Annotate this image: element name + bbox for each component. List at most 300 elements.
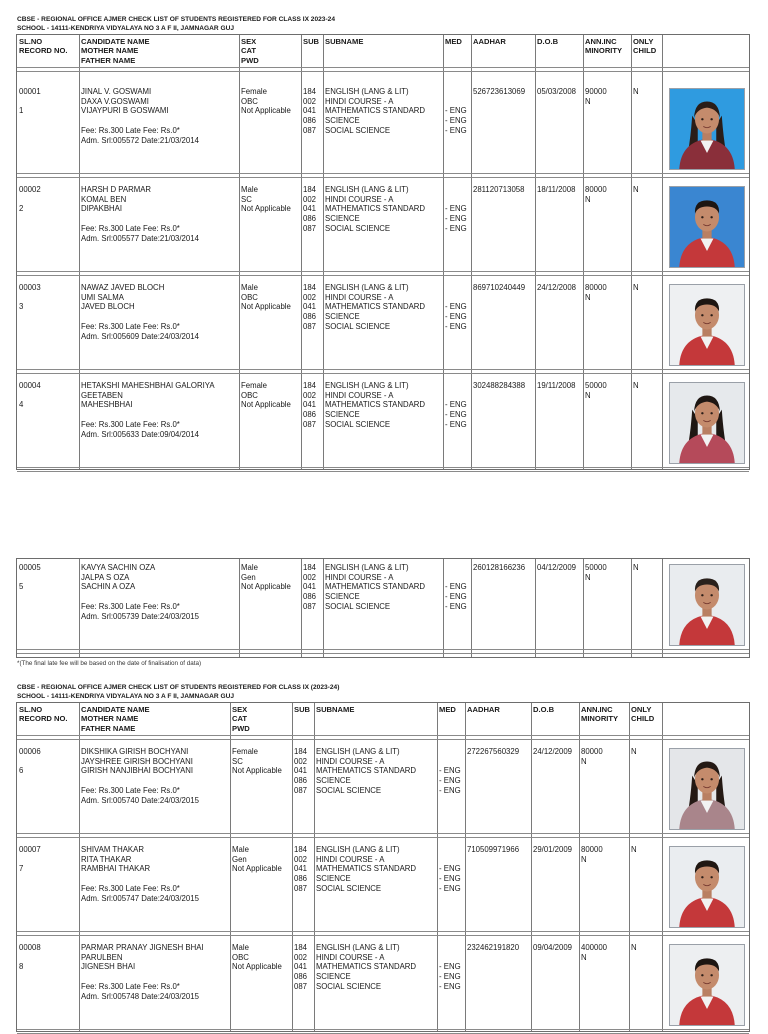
header-names-line: MOTHER NAME (81, 46, 139, 56)
sex-cat-pwd-cell (241, 563, 291, 592)
date-of-birth: 18/11/2008 (537, 185, 576, 194)
subject-codes-cell (303, 563, 316, 612)
aadhar-number: 272267560329 (467, 747, 520, 756)
subject-name: HINDI COURSE - A (325, 292, 394, 302)
subject-code: 184 (303, 381, 317, 390)
category-value: OBC (241, 292, 258, 302)
medium-value: - ENG (439, 972, 461, 982)
spacer (81, 312, 199, 322)
subject-code: 041 (294, 864, 308, 874)
subject-name: SCIENCE (325, 410, 360, 420)
subject-code: 041 (294, 766, 308, 776)
header-sex-cat-pwd (241, 37, 259, 65)
row-rule (17, 935, 749, 936)
subject-code: 087 (303, 419, 317, 429)
page2-header-line2: SCHOOL - 14111-KENDRIYA VIDYALAYA NO 3 A F II, JAMNAGAR GUJ (17, 693, 235, 700)
names-cell (81, 185, 199, 243)
header-ann-inc (585, 37, 622, 56)
subject-code: 086 (294, 972, 308, 982)
subject-name: SOCIAL SCIENCE (316, 785, 382, 795)
medium-value: - ENG (445, 592, 467, 602)
subject-code: 184 (303, 87, 317, 96)
date-of-birth: 09/04/2009 (533, 943, 573, 952)
mother-name: DAXA V.GOSWAMI (81, 96, 149, 106)
only-child-flag: N (631, 943, 637, 952)
candidate-name: NAWAZ JAVED BLOCH (81, 283, 165, 292)
sex-value: Female (232, 747, 258, 756)
subject-name: ENGLISH (LANG & LIT) (325, 563, 409, 572)
mother-name: UMI SALMA (81, 292, 124, 302)
header-ann-inc-line: MINORITY (585, 46, 623, 56)
student-row (17, 83, 749, 173)
record-cell (19, 845, 41, 874)
subject-name: SOCIAL SCIENCE (316, 883, 382, 893)
annual-income: 50000 (585, 563, 607, 572)
row-rule (17, 837, 749, 838)
serial-number: 5 (19, 582, 24, 592)
student-photo (669, 944, 745, 1026)
page2-header-line1: CBSE - REGIONAL OFFICE AJMER CHECK LIST OF STUDENTS REGISTERED FOR CLASS IX (2023-24) (17, 684, 340, 691)
subject-names-cell (325, 563, 425, 612)
fee-details: Fee: Rs.300 Late Fee: Rs.0* (81, 125, 180, 135)
record-cell (19, 283, 41, 312)
header-sex-cat-pwd-line: SEX (241, 37, 257, 46)
subject-code: 086 (303, 116, 317, 126)
subject-names-cell (325, 185, 425, 234)
spacer (19, 953, 41, 963)
income-minority-cell (585, 563, 607, 582)
medium-value: - ENG (445, 204, 467, 214)
medium-value: - ENG (445, 410, 467, 420)
mother-name: PARULBEN (81, 952, 123, 962)
medium-value: - ENG (439, 864, 461, 874)
medium-cell (445, 302, 467, 331)
header-subname-line: SUBNAME (325, 37, 364, 46)
student-row (17, 841, 749, 931)
only-child-flag: N (633, 185, 639, 194)
minority-flag: N (585, 390, 591, 400)
candidate-name: HETAKSHI MAHESHBHAI GALORIYA (81, 381, 215, 390)
header-slno-line: RECORD NO. (19, 46, 68, 56)
subject-name: SOCIAL SCIENCE (325, 601, 391, 611)
serial-number: 4 (19, 400, 24, 410)
page1-header-line1: CBSE - REGIONAL OFFICE AJMER CHECK LIST OF STUDENTS REGISTERED FOR CLASS IX 2023-24 (17, 16, 336, 23)
candidate-name: KAVYA SACHIN OZA (81, 563, 156, 572)
medium-value: - ENG (439, 883, 461, 893)
subject-name: SCIENCE (316, 874, 351, 884)
student-photo (669, 846, 745, 928)
header-only-child-line: ONLY (633, 37, 654, 46)
record-cell (19, 747, 41, 776)
subject-code: 002 (303, 572, 317, 582)
only-child-flag: N (633, 87, 639, 96)
annual-income: 50000 (585, 381, 607, 390)
income-minority-cell (585, 185, 607, 204)
sex-cat-pwd-cell (241, 185, 291, 214)
medium-value: - ENG (445, 601, 467, 611)
candidate-name: PARMAR PRANAY JIGNESH BHAI (81, 943, 204, 952)
header-slno-line: SL.NO (19, 705, 43, 714)
subject-codes-cell (303, 87, 316, 136)
serial-number: 3 (19, 302, 24, 312)
header-dob (537, 37, 558, 46)
subject-codes-cell (294, 845, 307, 894)
father-name: SACHIN A OZA (81, 582, 136, 592)
subject-name: MATHEMATICS STANDARD (325, 204, 426, 214)
fee-details: Fee: Rs.300 Late Fee: Rs.0* (81, 883, 180, 893)
names-cell (81, 87, 199, 145)
student-row (17, 939, 749, 1029)
medium-cell (439, 766, 461, 795)
medium-value: - ENG (445, 419, 467, 429)
student-photo (669, 382, 745, 464)
row-rule (17, 1029, 749, 1030)
header-slno (19, 37, 68, 56)
subject-code: 087 (303, 223, 317, 233)
header-ann-inc-line: ANN.INC (585, 37, 617, 46)
header-rule (17, 71, 749, 72)
row-rule (17, 177, 749, 178)
spacer (81, 410, 215, 420)
date-of-birth: 05/03/2008 (537, 87, 577, 96)
medium-value: - ENG (439, 981, 461, 991)
header-rule (17, 739, 749, 740)
category-value: Gen (241, 572, 256, 582)
subject-name: HINDI COURSE - A (316, 756, 385, 766)
annual-income: 80000 (585, 185, 607, 194)
header-med-line: MED (445, 37, 462, 46)
spacer (19, 97, 41, 107)
names-cell (81, 845, 199, 903)
row-rule (17, 275, 749, 276)
pwd-value: Not Applicable (241, 302, 291, 312)
medium-value: - ENG (439, 785, 461, 795)
student-photo (669, 564, 745, 646)
subject-code: 041 (303, 204, 317, 214)
header-ann-inc-line: ANN.INC (581, 705, 613, 714)
date-of-birth: 19/11/2008 (537, 381, 576, 390)
subject-code: 086 (303, 214, 317, 224)
header-names-line: CANDIDATE NAME (81, 705, 150, 714)
header-names (81, 705, 150, 733)
mother-name: JALPA S OZA (81, 572, 130, 582)
medium-cell (439, 962, 461, 991)
row-rule (17, 373, 749, 374)
mother-name: KOMAL BEN (81, 194, 127, 204)
serial-number: 8 (19, 962, 24, 972)
aadhar-number: 260128166236 (473, 563, 526, 572)
record-cell (19, 185, 41, 214)
subject-code: 184 (303, 283, 317, 292)
subject-code: 087 (294, 883, 308, 893)
only-child-flag: N (633, 283, 639, 292)
medium-value: - ENG (445, 321, 467, 331)
subject-name: SOCIAL SCIENCE (325, 223, 391, 233)
names-cell (81, 747, 199, 805)
annual-income: 80000 (581, 747, 603, 756)
header-dob-line: D.O.B (533, 705, 555, 714)
header-only-child (631, 705, 654, 724)
father-name: MAHESHBHAI (81, 400, 133, 410)
fee-details: Fee: Rs.300 Late Fee: Rs.0* (81, 223, 180, 233)
names-cell (81, 563, 199, 621)
sex-value: Female (241, 87, 267, 96)
minority-flag: N (581, 756, 587, 766)
medium-value: - ENG (439, 776, 461, 786)
subject-code: 002 (303, 194, 317, 204)
aadhar-number: 526723613069 (473, 87, 526, 96)
names-cell (81, 943, 204, 1001)
subject-codes-cell (303, 283, 316, 332)
subject-names-cell (316, 845, 416, 894)
subject-names-cell (316, 943, 416, 992)
income-minority-cell (585, 283, 607, 302)
category-value: OBC (232, 952, 249, 962)
header-sex-cat-pwd-line: PWD (241, 55, 259, 65)
date-of-birth: 29/01/2009 (533, 845, 573, 854)
header-only-child-line: CHILD (631, 714, 655, 724)
subject-name: SCIENCE (325, 214, 360, 224)
student-photo (669, 88, 745, 170)
subject-code: 087 (303, 125, 317, 135)
header-subname (325, 37, 363, 46)
header-sex-cat-pwd-line: SEX (232, 705, 248, 714)
subject-name: ENGLISH (LANG & LIT) (325, 87, 409, 96)
student-table-block (16, 702, 750, 1032)
medium-value: - ENG (445, 214, 467, 224)
header-subname-line: SUBNAME (316, 705, 355, 714)
header-sex-cat-pwd-line: PWD (232, 723, 250, 733)
medium-cell (445, 582, 467, 611)
header-aadhar-line: AADHAR (467, 705, 500, 714)
student-table-block (16, 558, 750, 658)
subject-name: ENGLISH (LANG & LIT) (316, 943, 400, 952)
names-cell (81, 381, 215, 439)
subject-code: 086 (294, 776, 308, 786)
category-value: OBC (241, 390, 258, 400)
admission-details: Adm. Srl:005740 Date:24/03/2015 (81, 795, 199, 805)
header-names (81, 37, 150, 65)
header-sub-line: SUB (303, 37, 320, 46)
header-only-child-line: ONLY (631, 705, 652, 714)
header-only-child-line: CHILD (633, 46, 657, 56)
header-aadhar (467, 705, 500, 714)
subject-name: SCIENCE (316, 972, 351, 982)
medium-value: - ENG (445, 400, 467, 410)
header-names-line: FATHER NAME (81, 55, 136, 65)
subject-code: 041 (303, 302, 317, 312)
admission-details: Adm. Srl:005577 Date:21/03/2014 (81, 233, 199, 243)
subject-code: 002 (303, 96, 317, 106)
header-aadhar-line: AADHAR (473, 37, 506, 46)
header-slno (19, 705, 68, 724)
annual-income: 400000 (581, 943, 608, 952)
annual-income: 80000 (581, 845, 603, 854)
header-med (445, 37, 462, 46)
date-of-birth: 24/12/2008 (537, 283, 577, 292)
record-number: 00007 (19, 845, 41, 854)
spacer (81, 874, 199, 884)
mother-name: RITA THAKAR (81, 854, 132, 864)
subject-code: 002 (294, 756, 308, 766)
aadhar-number: 869710240449 (473, 283, 526, 292)
page1-header-line2: SCHOOL - 14111-KENDRIYA VIDYALAYA NO 3 A F II, JAMNAGAR GUJ (17, 25, 235, 32)
header-slno-line: SL.NO (19, 37, 43, 46)
medium-value: - ENG (445, 312, 467, 322)
subject-code: 041 (303, 106, 317, 116)
subject-name: ENGLISH (LANG & LIT) (325, 283, 409, 292)
row-rule (17, 833, 749, 834)
subject-code: 086 (294, 874, 308, 884)
category-value: SC (232, 756, 243, 766)
minority-flag: N (585, 572, 591, 582)
subject-code: 041 (303, 400, 317, 410)
header-names-line: FATHER NAME (81, 723, 136, 733)
record-cell (19, 381, 41, 410)
student-photo (669, 284, 745, 366)
subject-name: HINDI COURSE - A (316, 952, 385, 962)
sex-cat-pwd-cell (241, 381, 291, 410)
subject-code: 184 (303, 185, 317, 194)
sex-value: Male (241, 283, 258, 292)
subject-name: HINDI COURSE - A (325, 390, 394, 400)
medium-value: - ENG (445, 302, 467, 312)
student-table-block (16, 34, 750, 470)
fee-details: Fee: Rs.300 Late Fee: Rs.0* (81, 785, 180, 795)
mother-name: JAYSHREE GIRISH BOCHYANI (81, 756, 193, 766)
record-cell (19, 563, 41, 592)
row-rule (17, 173, 749, 174)
serial-number: 1 (19, 106, 24, 116)
father-name: VIJAYPURI B GOSWAMI (81, 106, 169, 116)
spacer (81, 972, 204, 982)
record-number: 00008 (19, 943, 41, 952)
father-name: RAMBHAI THAKAR (81, 864, 151, 874)
subject-name: ENGLISH (LANG & LIT) (316, 845, 400, 854)
header-sub-line: SUB (294, 705, 311, 714)
minority-flag: N (585, 96, 591, 106)
serial-number: 7 (19, 864, 24, 874)
subject-name: MATHEMATICS STANDARD (316, 864, 417, 874)
subject-code: 002 (294, 854, 308, 864)
subject-name: SOCIAL SCIENCE (325, 125, 391, 135)
header-aadhar (473, 37, 506, 46)
pwd-value: Not Applicable (241, 204, 291, 214)
record-cell (19, 87, 41, 116)
row-rule (17, 649, 749, 650)
subject-codes-cell (294, 747, 307, 796)
medium-cell (445, 106, 467, 135)
serial-number: 6 (19, 766, 24, 776)
subject-code: 184 (294, 747, 308, 756)
spacer (81, 116, 199, 126)
header-subname (316, 705, 354, 714)
subject-name: HINDI COURSE - A (316, 854, 385, 864)
subject-name: ENGLISH (LANG & LIT) (325, 185, 409, 194)
subject-name: HINDI COURSE - A (325, 96, 394, 106)
record-number: 00006 (19, 747, 41, 756)
pwd-value: Not Applicable (241, 400, 291, 410)
subject-code: 087 (294, 785, 308, 795)
income-minority-cell (581, 747, 603, 766)
admission-details: Adm. Srl:005747 Date:24/03/2015 (81, 893, 199, 903)
candidate-name: HARSH D PARMAR (81, 185, 152, 194)
pwd-value: Not Applicable (241, 582, 291, 592)
header-dob-line: D.O.B (537, 37, 559, 46)
date-of-birth: 24/12/2009 (533, 747, 573, 756)
minority-flag: N (585, 194, 591, 204)
subject-name: SCIENCE (325, 312, 360, 322)
header-sex-cat-pwd-line: CAT (241, 46, 257, 56)
header-ann-inc (581, 705, 618, 724)
row-rule (17, 271, 749, 272)
aadhar-number: 302488284388 (473, 381, 526, 390)
aadhar-number: 710509971966 (467, 845, 520, 854)
header-med-line: MED (439, 705, 456, 714)
record-number: 00003 (19, 283, 41, 292)
date-of-birth: 04/12/2009 (537, 563, 577, 572)
only-child-flag: N (633, 381, 639, 390)
annual-income: 80000 (585, 283, 607, 292)
subject-name: MATHEMATICS STANDARD (325, 106, 426, 116)
row-rule (17, 653, 749, 654)
fee-details: Fee: Rs.300 Late Fee: Rs.0* (81, 321, 180, 331)
spacer (81, 592, 199, 602)
medium-cell (445, 400, 467, 429)
subject-name: HINDI COURSE - A (325, 194, 394, 204)
subject-name: MATHEMATICS STANDARD (325, 582, 426, 592)
father-name: DIPAKBHAI (81, 204, 123, 214)
candidate-name: SHIVAM THAKAR (81, 845, 144, 854)
header-only-child (633, 37, 656, 56)
sex-value: Female (241, 381, 267, 390)
student-row (17, 181, 749, 271)
income-minority-cell (581, 943, 607, 962)
subject-code: 087 (294, 981, 308, 991)
subject-code: 086 (303, 410, 317, 420)
subject-name: MATHEMATICS STANDARD (316, 766, 417, 776)
father-name: JIGNESH BHAI (81, 962, 136, 972)
subject-name: SCIENCE (325, 592, 360, 602)
fee-details: Fee: Rs.300 Late Fee: Rs.0* (81, 419, 180, 429)
header-names-line: MOTHER NAME (81, 714, 139, 724)
student-row (17, 377, 749, 467)
record-number: 00001 (19, 87, 41, 96)
subject-code: 002 (303, 292, 317, 302)
sex-value: Male (241, 563, 258, 572)
spacer (19, 573, 41, 583)
subject-codes-cell (294, 943, 307, 992)
subject-name: MATHEMATICS STANDARD (325, 302, 426, 312)
pwd-value: Not Applicable (232, 962, 282, 972)
pwd-value: Not Applicable (232, 766, 282, 776)
spacer (19, 855, 41, 865)
names-cell (81, 283, 199, 341)
sex-value: Male (241, 185, 258, 194)
subject-codes-cell (303, 185, 316, 234)
minority-flag: N (585, 292, 591, 302)
only-child-flag: N (631, 747, 637, 756)
student-row (17, 743, 749, 833)
record-number: 00004 (19, 381, 41, 390)
header-slno-line: RECORD NO. (19, 714, 68, 724)
subject-name: SOCIAL SCIENCE (325, 321, 391, 331)
header-med (439, 705, 456, 714)
sex-cat-pwd-cell (241, 283, 291, 312)
subject-codes-cell (303, 381, 316, 430)
medium-value: - ENG (439, 874, 461, 884)
medium-value: - ENG (445, 125, 467, 135)
